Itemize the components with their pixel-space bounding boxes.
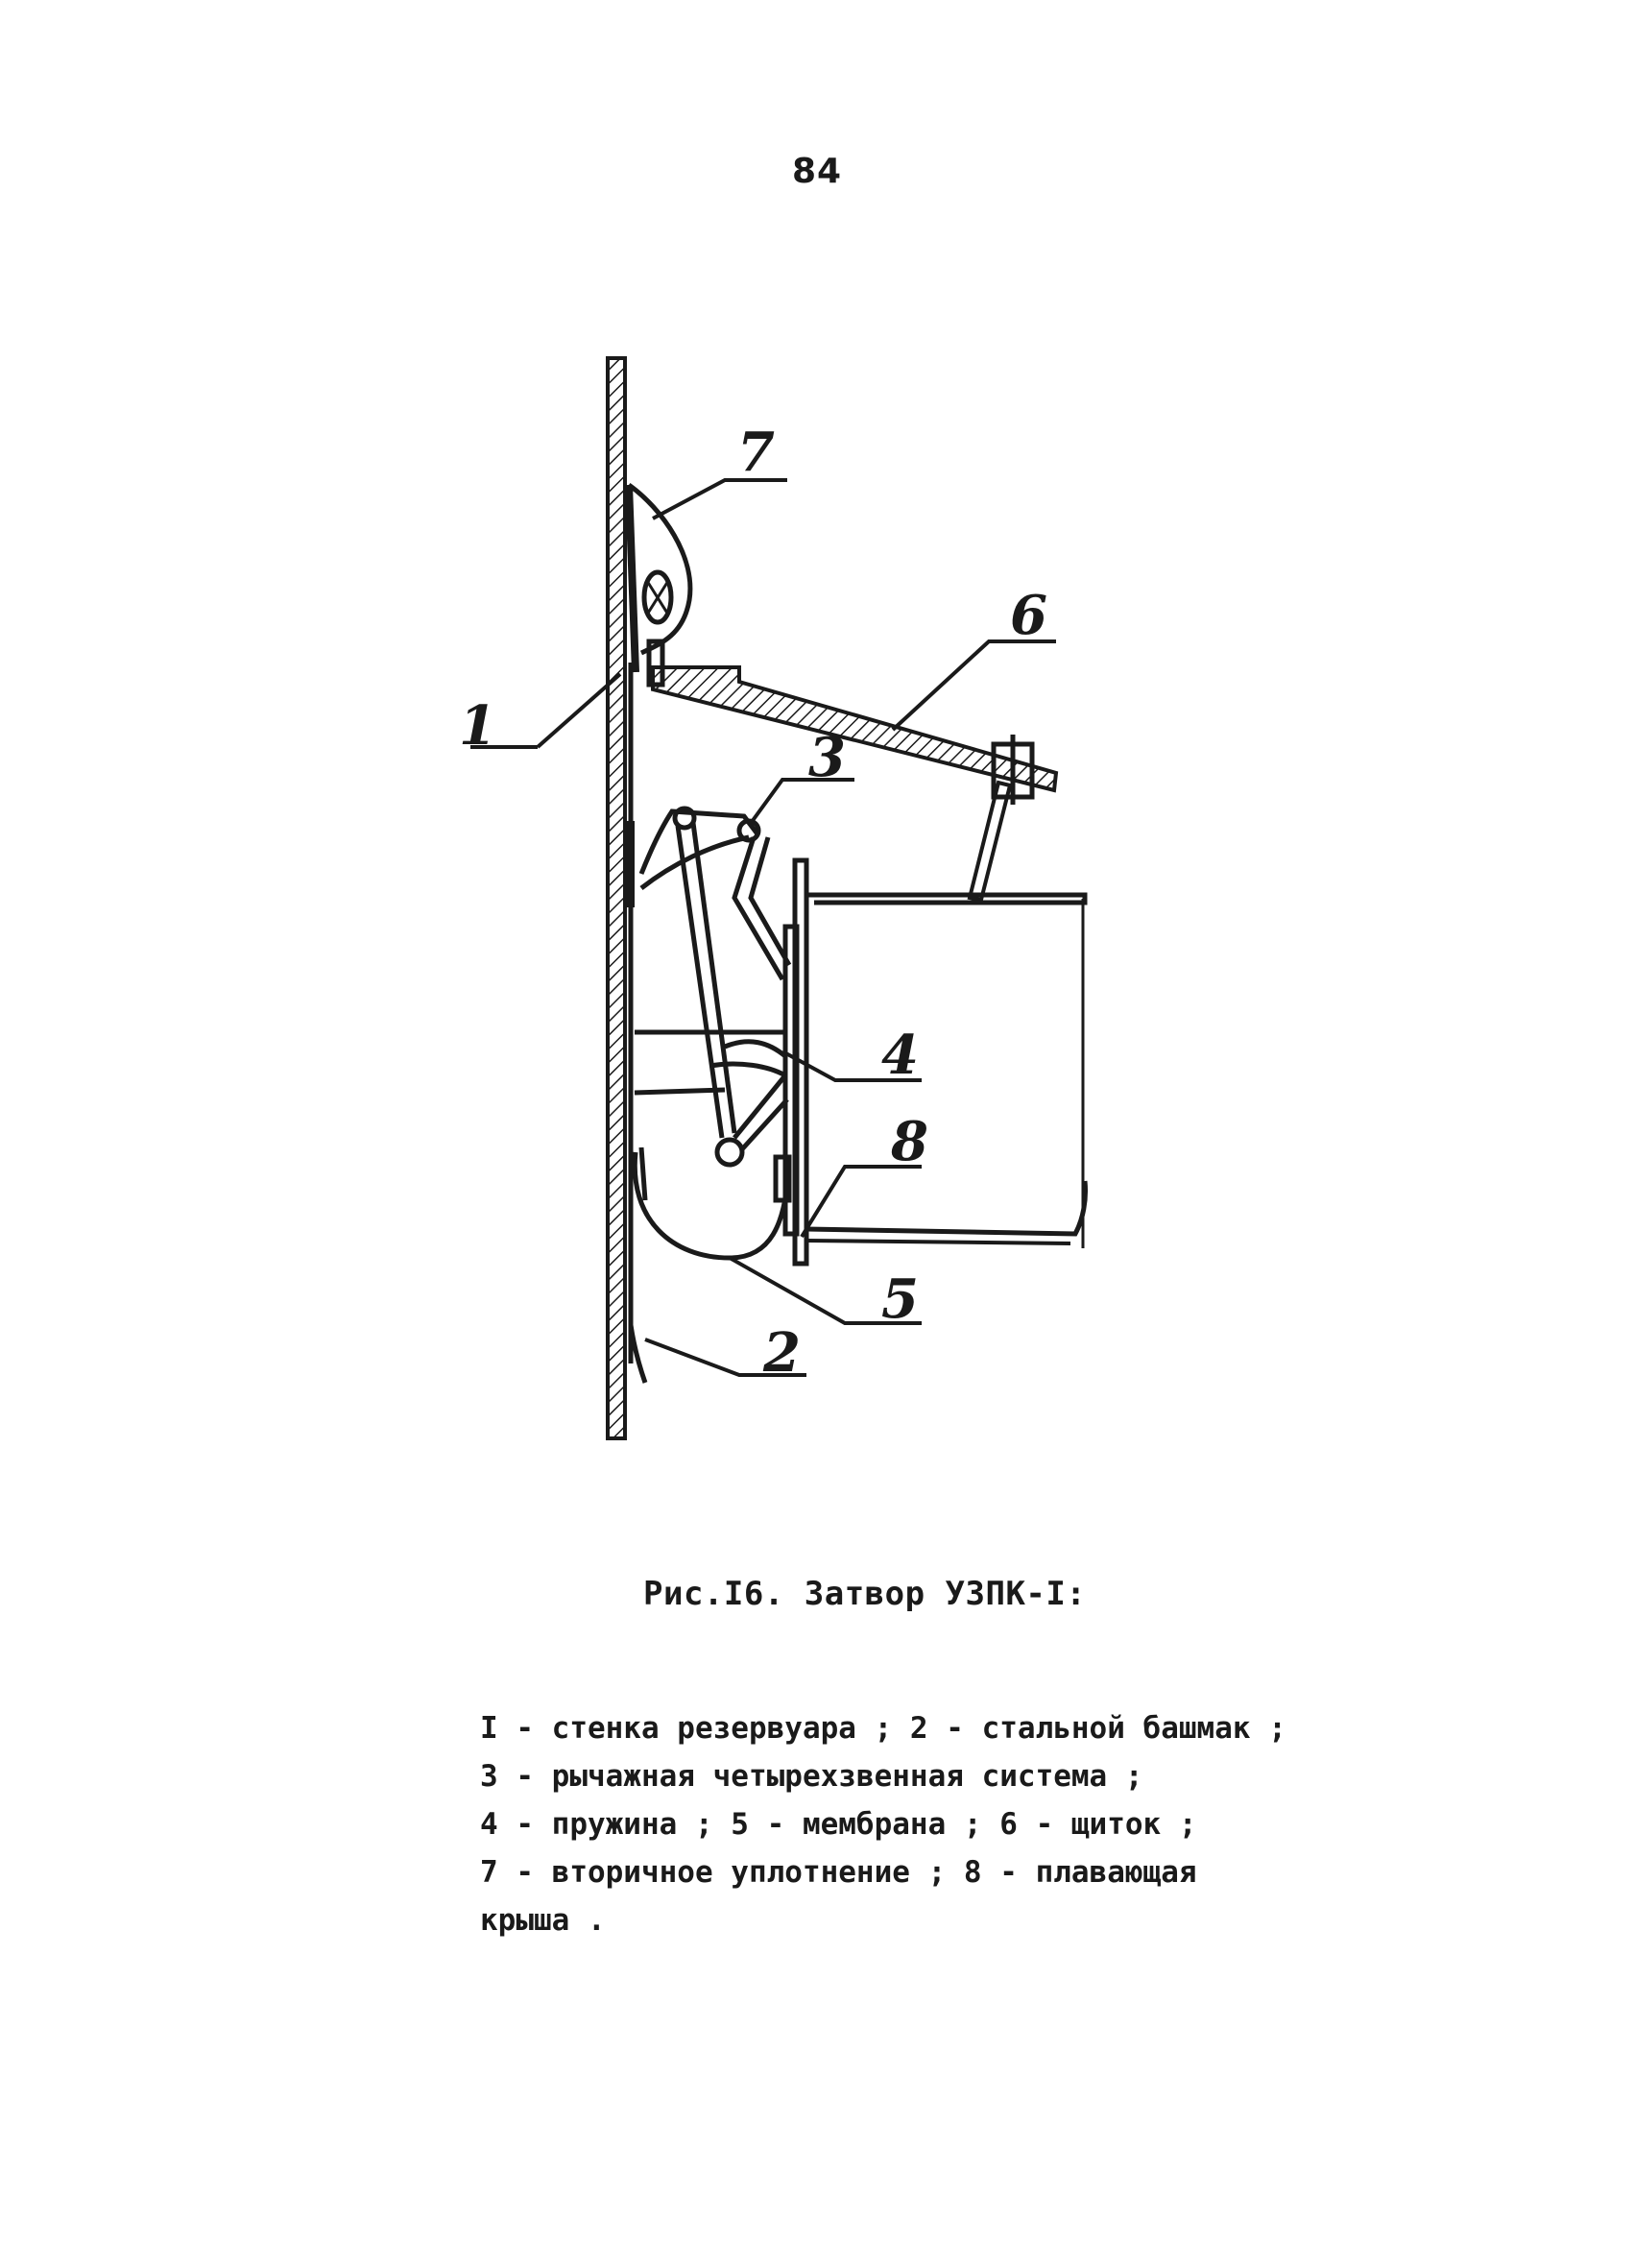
legend-line: 7 - вторичное уплотнение ; 8 - плавающая (480, 1855, 1197, 1890)
callout-2: 2 (763, 1321, 801, 1385)
figure-legend (480, 1704, 1440, 1944)
legend-line: I - стенка резервуара ; 2 - стальной башмак ; (480, 1711, 1286, 1746)
legend-line: 4 - пружина ; 5 - мембрана ; 6 - щиток ; (480, 1807, 1197, 1842)
legend-line: крыша . (480, 1903, 606, 1938)
callout-3: 3 (808, 726, 846, 789)
tank-wall (608, 358, 625, 1438)
callout-1: 1 (459, 694, 496, 758)
callout-7: 7 (737, 421, 775, 484)
callout-6: 6 (1010, 584, 1047, 647)
legend-line: 3 - рычажная четырехзвенная система ; (480, 1759, 1143, 1794)
membrane (635, 1147, 789, 1258)
steel-shoe (625, 663, 645, 1383)
lever-system (641, 808, 789, 1165)
callout-8: 8 (891, 1110, 928, 1173)
floating-roof (785, 860, 1086, 1264)
figure-caption: Рис.I6. Затвор УЗПК-I: (643, 1575, 1087, 1613)
callout-5: 5 (881, 1267, 919, 1331)
shield-plate (653, 667, 1056, 900)
page-number: 84 (791, 152, 843, 191)
callout-4: 4 (881, 1024, 919, 1087)
